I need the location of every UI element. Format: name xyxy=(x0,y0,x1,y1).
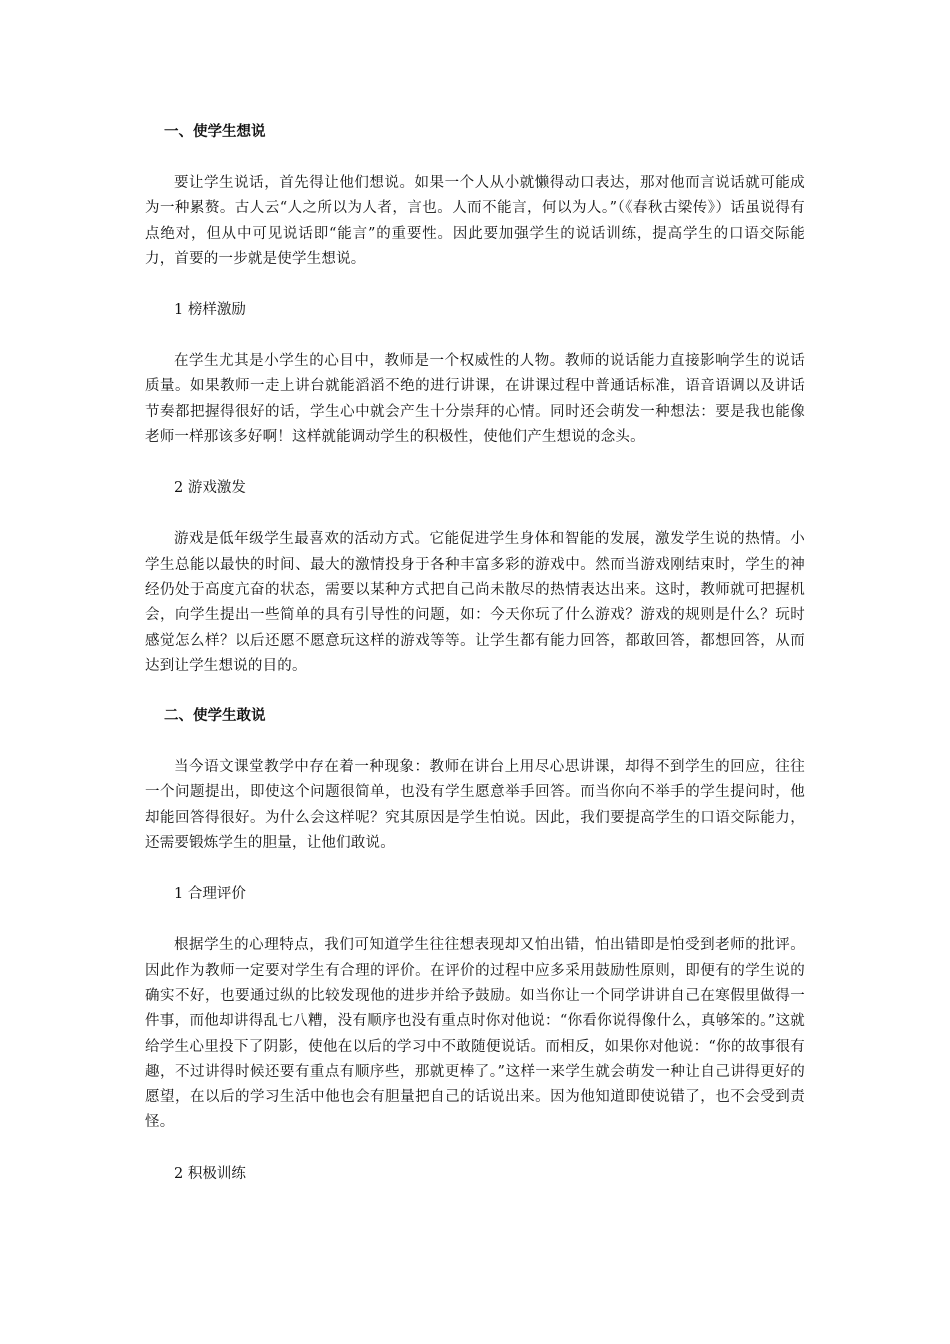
subsection-title-2-2: 2 积极训练 xyxy=(174,1165,246,1182)
section-1-intro-paragraph: 要让学生说话，首先得让他们想说。如果一个人从小就懒得动口表达，那对他而言说话就可能成为一种累赘。古人云“人之所以为人者，言也。人而不能言，何以为人。”（《春秋古梁传》）话虽说得有点绝对，但从中可见说话即“能言”的重要性。因此要加强学生的说话训练，提高学生的口语交际能力，首要的一步就是使学生想说。 xyxy=(145,175,805,267)
section-2-intro-paragraph: 当今语文课堂教学中存在着一种现象：教师在讲台上用尽心思讲课，却得不到学生的回应，往往一个问题提出，即使这个问题很简单，也没有学生愿意举手回答。而当你向不举手的学生提问时，他却能回答得很好。为什么会这样呢？究其原因是学生怕说。因此，我们要提高学生的口语交际能力，还需要锻炼学生的胆量，让他们敢说。 xyxy=(145,759,805,852)
subsection-title-1-2: 2 游戏激发 xyxy=(174,480,246,497)
section-heading-2: 二、使学生敢说 xyxy=(164,708,266,725)
document-content xyxy=(145,120,805,1186)
subsection-1-1-paragraph: 在学生尤其是小学生的心目中，教师是一个权威性的人物。教师的说话能力直接影响学生的说话质量。如果教师一走上讲台就能滔滔不绝的进行讲课，在讲课过程中普通话标准，语音语调以及讲话节奏都把握得很好的话，学生心中就会产生十分崇拜的心情。同时还会萌发一种想法：要是我也能像老师一样那该多好啊！这样就能调动学生的积极性，使他们产生想说的念头。 xyxy=(145,353,805,446)
subsection-title-1-1: 1 榜样激励 xyxy=(174,302,246,319)
subsection-1-2-paragraph: 游戏是低年级学生最喜欢的活动方式。它能促进学生身体和智能的发展，激发学生说的热情。小学生总能以最快的时间、最大的激情投身于各种丰富多彩的游戏中。然而当游戏刚结束时，学生的神经仍处于高度亢奋的状态，需要以某种方式把自己尚未散尽的热情表达出来。这时，教师就可把握机会，向学生提出一些简单的具有引导性的问题，如：今天你玩了什么游戏？游戏的规则是什么？玩时感觉怎么样？以后还愿不愿意玩这样的游戏等等。让学生都有能力回答，都敢回答，都想回答，从而达到让学生想说的目的。 xyxy=(145,531,805,674)
subsection-2-1-paragraph: 根据学生的心理特点，我们可知道学生往往想表现却又怕出错，怕出错即是怕受到老师的批评。因此作为教师一定要对学生有合理的评价。在评价的过程中应多采用鼓励性原则，即便有的学生说的确实不好，也要通过纵的比较发现他的进步并给予鼓励。如当你让一个同学讲讲自己在寒假里做得一件事，而他却讲得乱七八糟，没有顺序也没有重点时你对他说：“你看你说得像什么，真够笨的。”这就给学生心里投下了阴影，使他在以后的学习中不敢随便说话。而相反，如果你对他说：“你的故事很有趣，不过讲得时候还要有重点有顺序些，那就更棒了。”这样一来学生就会萌发一种让自己讲得更好的愿望，在以后的学习生活中他也会有胆量把自己的话说出来。因为他知道即使说错了，也不会受到责怪。 xyxy=(145,937,805,1131)
subsection-title-2-1: 1 合理评价 xyxy=(174,886,246,903)
section-heading-1: 一、使学生想说 xyxy=(164,124,266,140)
